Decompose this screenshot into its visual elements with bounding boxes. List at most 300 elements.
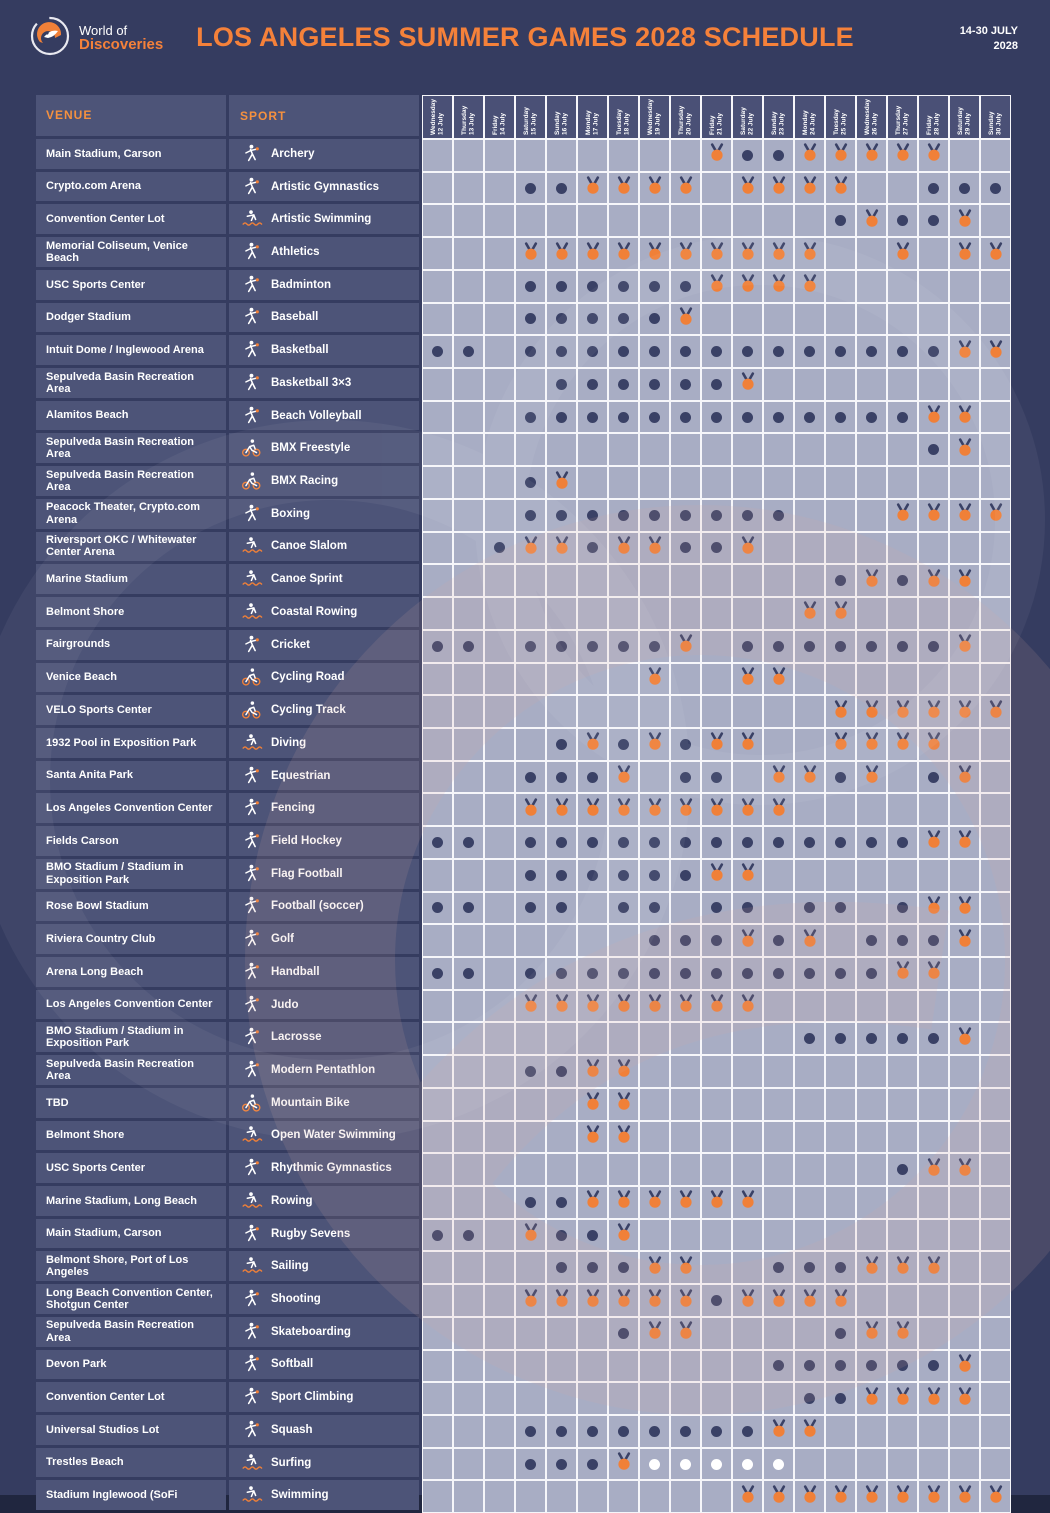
reserve-dot xyxy=(742,1459,753,1470)
sport-label: Equestrian xyxy=(271,769,331,782)
reserve-dot xyxy=(649,1459,660,1470)
day-cell xyxy=(608,1350,639,1383)
day-cell xyxy=(484,1382,515,1415)
day-cell xyxy=(763,1284,794,1317)
sport-cell xyxy=(229,139,419,169)
venue-label: Main Stadium, Carson xyxy=(46,147,162,160)
day-cell xyxy=(918,303,949,336)
event-dot xyxy=(928,1033,939,1044)
event-dot xyxy=(649,968,660,979)
event-dot xyxy=(680,968,691,979)
day-cell xyxy=(608,237,639,270)
venue-cell xyxy=(36,466,226,496)
day-cell xyxy=(546,892,577,925)
day-cell xyxy=(422,532,453,565)
day-cell xyxy=(422,401,453,434)
logo-line2: Discoveries xyxy=(79,36,164,54)
day-cell xyxy=(763,630,794,663)
cycling-road-icon xyxy=(240,666,262,688)
day-cell xyxy=(670,892,701,925)
event-dot xyxy=(835,837,846,848)
medal-icon xyxy=(678,634,694,658)
day-header-cell xyxy=(763,95,794,139)
event-dot xyxy=(804,412,815,423)
event-dot xyxy=(680,772,691,783)
day-cell xyxy=(546,1186,577,1219)
table-row xyxy=(36,1415,1011,1448)
day-cell xyxy=(918,499,949,532)
day-cell xyxy=(670,1415,701,1448)
event-dot xyxy=(928,346,939,357)
day-cell xyxy=(887,466,918,499)
day-cell xyxy=(422,990,453,1023)
day-cell xyxy=(856,1022,887,1055)
day-cell xyxy=(577,532,608,565)
day-cell xyxy=(949,761,980,794)
day-cell xyxy=(484,892,515,925)
day-cell xyxy=(639,1382,670,1415)
event-dot xyxy=(587,412,598,423)
day-cell xyxy=(825,499,856,532)
day-cell xyxy=(577,892,608,925)
day-cell xyxy=(546,401,577,434)
sport-label: Squash xyxy=(271,1423,313,1436)
day-cell xyxy=(732,728,763,761)
event-dot xyxy=(525,183,536,194)
event-dot xyxy=(525,902,536,913)
day-cell xyxy=(856,630,887,663)
medal-icon xyxy=(802,143,818,167)
day-cell xyxy=(856,368,887,401)
day-cell xyxy=(422,1415,453,1448)
day-cell xyxy=(794,237,825,270)
day-cell xyxy=(639,597,670,630)
day-cell xyxy=(577,466,608,499)
day-cell xyxy=(763,728,794,761)
sport-label: Canoe Slalom xyxy=(271,540,348,553)
medal-icon xyxy=(957,503,973,527)
day-cell xyxy=(918,695,949,728)
medal-icon xyxy=(864,732,880,756)
day-cell xyxy=(980,1317,1011,1350)
day-cell xyxy=(825,924,856,957)
day-cell xyxy=(732,237,763,270)
day-cell xyxy=(577,1415,608,1448)
day-cell xyxy=(732,1121,763,1154)
day-cell xyxy=(825,695,856,728)
sport-cell xyxy=(229,466,419,496)
medal-icon xyxy=(957,242,973,266)
event-dot xyxy=(556,510,567,521)
day-cell xyxy=(484,1480,515,1513)
day-cell xyxy=(670,1284,701,1317)
day-cell xyxy=(856,990,887,1023)
day-cell xyxy=(639,1153,670,1186)
day-cell xyxy=(453,1022,484,1055)
day-cell xyxy=(887,433,918,466)
event-dot xyxy=(587,542,598,553)
day-cell xyxy=(794,303,825,336)
medal-icon xyxy=(678,307,694,331)
day-cell xyxy=(453,499,484,532)
day-cell xyxy=(763,990,794,1023)
day-cell xyxy=(608,532,639,565)
event-dot xyxy=(866,412,877,423)
medal-icon xyxy=(709,732,725,756)
venue-cell xyxy=(36,204,226,234)
day-cell xyxy=(980,466,1011,499)
day-cell xyxy=(794,401,825,434)
day-cell xyxy=(763,368,794,401)
day-cell xyxy=(639,335,670,368)
table-row xyxy=(36,1284,1011,1317)
sport-label: Golf xyxy=(271,933,294,946)
sport-cell xyxy=(229,1055,419,1085)
day-cell xyxy=(856,433,887,466)
event-dot xyxy=(556,1426,567,1437)
day-cell xyxy=(856,1219,887,1252)
sport-cell xyxy=(229,1350,419,1380)
day-cell xyxy=(856,1153,887,1186)
medal-icon xyxy=(554,1289,570,1313)
event-dot xyxy=(928,444,939,455)
day-cell xyxy=(453,139,484,172)
day-cell xyxy=(670,597,701,630)
event-dot xyxy=(649,902,660,913)
open-water-swimming-icon xyxy=(240,1124,262,1146)
day-cell xyxy=(484,630,515,663)
day-cell xyxy=(484,368,515,401)
day-cell xyxy=(794,368,825,401)
event-dot xyxy=(928,183,939,194)
day-cell xyxy=(763,1153,794,1186)
day-cell xyxy=(453,335,484,368)
day-cell xyxy=(422,499,453,532)
day-cell xyxy=(546,793,577,826)
medal-icon xyxy=(585,732,601,756)
medal-icon xyxy=(833,700,849,724)
day-cell xyxy=(980,532,1011,565)
day-cell xyxy=(887,1186,918,1219)
day-cell xyxy=(577,139,608,172)
day-cell xyxy=(670,401,701,434)
venue-cell xyxy=(36,892,226,922)
event-dot xyxy=(773,1360,784,1371)
day-cell xyxy=(639,204,670,237)
day-cell xyxy=(608,1415,639,1448)
day-cell xyxy=(794,1480,825,1513)
day-header-label: Thursday 13 July xyxy=(461,105,476,135)
day-cell xyxy=(639,237,670,270)
medal-icon xyxy=(616,1059,632,1083)
day-cell xyxy=(763,237,794,270)
event-dot xyxy=(618,346,629,357)
day-cell xyxy=(949,663,980,696)
table-row xyxy=(36,433,1011,466)
table-row xyxy=(36,499,1011,532)
day-cell xyxy=(732,139,763,172)
day-cell xyxy=(546,761,577,794)
venue-label: Venice Beach xyxy=(46,671,117,684)
day-cell xyxy=(453,1317,484,1350)
day-cell xyxy=(701,433,732,466)
day-cell xyxy=(639,1415,670,1448)
event-dot xyxy=(618,739,629,750)
venue-label: Santa Anita Park xyxy=(46,769,134,782)
day-cell xyxy=(577,433,608,466)
event-dot xyxy=(835,1360,846,1371)
sport-cell xyxy=(229,793,419,823)
basketball-icon xyxy=(240,339,262,361)
day-cell xyxy=(484,859,515,892)
medal-icon xyxy=(895,1485,911,1509)
day-cell xyxy=(732,793,763,826)
day-cell xyxy=(856,1186,887,1219)
day-cell xyxy=(422,597,453,630)
event-dot xyxy=(835,346,846,357)
day-cell xyxy=(732,1022,763,1055)
medal-icon xyxy=(709,143,725,167)
day-cell xyxy=(980,1153,1011,1186)
event-dot xyxy=(649,1426,660,1437)
medal-icon xyxy=(771,1419,787,1443)
event-dot xyxy=(866,641,877,652)
sport-label: Beach Volleyball xyxy=(271,409,362,422)
day-cell xyxy=(453,1251,484,1284)
day-cell xyxy=(546,1022,577,1055)
day-cell xyxy=(794,270,825,303)
medal-icon xyxy=(802,176,818,200)
event-dot xyxy=(525,1459,536,1470)
medal-icon xyxy=(740,798,756,822)
day-cell xyxy=(980,1088,1011,1121)
day-cell xyxy=(670,1088,701,1121)
day-cell xyxy=(608,663,639,696)
event-dot xyxy=(587,510,598,521)
day-cell xyxy=(794,924,825,957)
golf-icon xyxy=(240,928,262,950)
day-cell xyxy=(918,1153,949,1186)
venue-cell xyxy=(36,532,226,562)
event-dot xyxy=(556,379,567,390)
day-cell xyxy=(825,1382,856,1415)
day-cell xyxy=(980,1382,1011,1415)
day-cell xyxy=(701,532,732,565)
event-dot xyxy=(804,1033,815,1044)
venue-column-header xyxy=(36,95,226,136)
day-cell xyxy=(422,139,453,172)
day-cell xyxy=(825,303,856,336)
archery-icon xyxy=(240,143,262,165)
day-cell xyxy=(639,892,670,925)
event-dot xyxy=(587,837,598,848)
medal-icon xyxy=(554,536,570,560)
sport-cell xyxy=(229,1022,419,1052)
day-cell xyxy=(639,433,670,466)
day-cell xyxy=(918,532,949,565)
day-cell xyxy=(453,793,484,826)
beach-volleyball-icon xyxy=(240,405,262,427)
sport-label: Coastal Rowing xyxy=(271,605,358,618)
event-dot xyxy=(649,510,660,521)
day-cell xyxy=(546,1284,577,1317)
rugby-sevens-icon xyxy=(240,1223,262,1245)
medal-icon xyxy=(678,242,694,266)
day-cell xyxy=(949,303,980,336)
day-cell xyxy=(608,1186,639,1219)
day-cell xyxy=(918,1480,949,1513)
coastal-rowing-icon xyxy=(240,601,262,623)
day-cell xyxy=(639,303,670,336)
day-header-cell xyxy=(732,95,763,139)
medal-icon xyxy=(678,1321,694,1345)
day-cell xyxy=(670,1382,701,1415)
day-cell xyxy=(515,892,546,925)
medal-icon xyxy=(802,1289,818,1313)
table-row xyxy=(36,1055,1011,1088)
day-cell xyxy=(639,1251,670,1284)
event-dot xyxy=(556,1197,567,1208)
day-cell xyxy=(732,1382,763,1415)
day-cell xyxy=(980,1284,1011,1317)
day-cell xyxy=(608,924,639,957)
event-dot xyxy=(525,346,536,357)
medal-icon xyxy=(957,569,973,593)
event-dot xyxy=(556,1262,567,1273)
event-dot xyxy=(897,837,908,848)
day-cell xyxy=(546,728,577,761)
day-cell xyxy=(546,532,577,565)
day-cell xyxy=(949,139,980,172)
day-cell xyxy=(453,1088,484,1121)
table-row xyxy=(36,1186,1011,1219)
event-dot xyxy=(711,542,722,553)
event-dot xyxy=(897,575,908,586)
medal-icon xyxy=(864,1387,880,1411)
table-row xyxy=(36,1382,1011,1415)
day-cell xyxy=(515,564,546,597)
day-cell xyxy=(918,728,949,761)
day-cell xyxy=(422,433,453,466)
day-cell xyxy=(670,859,701,892)
day-cell xyxy=(577,1251,608,1284)
day-cell xyxy=(484,303,515,336)
event-dot xyxy=(680,379,691,390)
day-cell xyxy=(887,859,918,892)
day-cell xyxy=(484,761,515,794)
day-cell xyxy=(732,466,763,499)
day-cell xyxy=(670,924,701,957)
day-cell xyxy=(577,630,608,663)
day-cell xyxy=(670,990,701,1023)
day-cell xyxy=(546,1251,577,1284)
medal-icon xyxy=(926,1485,942,1509)
day-cell xyxy=(732,1251,763,1284)
football-soccer-icon xyxy=(240,895,262,917)
day-cell xyxy=(577,1219,608,1252)
venue-label: Sepulveda Basin Recreation Area xyxy=(46,1057,194,1082)
day-cell xyxy=(825,564,856,597)
day-cell xyxy=(980,270,1011,303)
day-cell xyxy=(484,1284,515,1317)
day-cell xyxy=(949,990,980,1023)
event-dot xyxy=(804,1393,815,1404)
day-cell xyxy=(918,172,949,205)
day-cell xyxy=(608,1382,639,1415)
day-cell xyxy=(453,761,484,794)
medal-icon xyxy=(833,1289,849,1313)
day-cell xyxy=(887,826,918,859)
day-cell xyxy=(763,139,794,172)
day-cell xyxy=(639,630,670,663)
day-cell xyxy=(918,1448,949,1481)
medal-icon xyxy=(678,176,694,200)
medal-icon xyxy=(771,274,787,298)
surfing-icon xyxy=(240,1452,262,1474)
event-dot xyxy=(525,510,536,521)
day-cell xyxy=(763,793,794,826)
day-cell xyxy=(546,433,577,466)
day-cell xyxy=(918,1121,949,1154)
day-cell xyxy=(453,1219,484,1252)
day-cell xyxy=(608,303,639,336)
day-cell xyxy=(515,466,546,499)
sport-label: Shooting xyxy=(271,1293,321,1306)
sport-label: Basketball xyxy=(271,344,329,357)
venue-cell xyxy=(36,1055,226,1085)
day-cell xyxy=(577,499,608,532)
medal-icon xyxy=(895,732,911,756)
day-cell xyxy=(670,532,701,565)
sport-label: Sport Climbing xyxy=(271,1391,354,1404)
sport-label: BMX Racing xyxy=(271,475,339,488)
day-cell xyxy=(608,466,639,499)
day-cell xyxy=(701,335,732,368)
day-cell xyxy=(422,335,453,368)
day-cell xyxy=(546,826,577,859)
day-cell xyxy=(670,630,701,663)
day-cell xyxy=(763,303,794,336)
venue-header-label: VENUE xyxy=(46,107,93,122)
sport-label: Open Water Swimming xyxy=(271,1129,396,1142)
sport-cell xyxy=(229,859,419,889)
medal-icon xyxy=(926,503,942,527)
canoe-sprint-icon xyxy=(240,568,262,590)
day-cell xyxy=(608,368,639,401)
medal-icon xyxy=(864,700,880,724)
day-cell xyxy=(732,1186,763,1219)
sport-label: Cycling Track xyxy=(271,704,346,717)
event-dot xyxy=(587,313,598,324)
day-cell xyxy=(825,1219,856,1252)
day-cell xyxy=(484,335,515,368)
day-cell xyxy=(701,1121,732,1154)
venue-label: Universal Studios Lot xyxy=(46,1423,160,1436)
medal-icon xyxy=(802,1485,818,1509)
day-cell xyxy=(577,172,608,205)
event-dot xyxy=(525,281,536,292)
day-cell xyxy=(608,1219,639,1252)
day-cell xyxy=(608,1022,639,1055)
day-cell xyxy=(794,695,825,728)
venue-label: Convention Center Lot xyxy=(46,213,165,226)
venue-label: Intuit Dome / Inglewood Arena xyxy=(46,344,204,357)
day-cell xyxy=(856,793,887,826)
day-header-label: Friday 14 July xyxy=(492,112,507,135)
event-dot xyxy=(618,1262,629,1273)
table-row xyxy=(36,859,1011,892)
day-cell xyxy=(949,1186,980,1219)
